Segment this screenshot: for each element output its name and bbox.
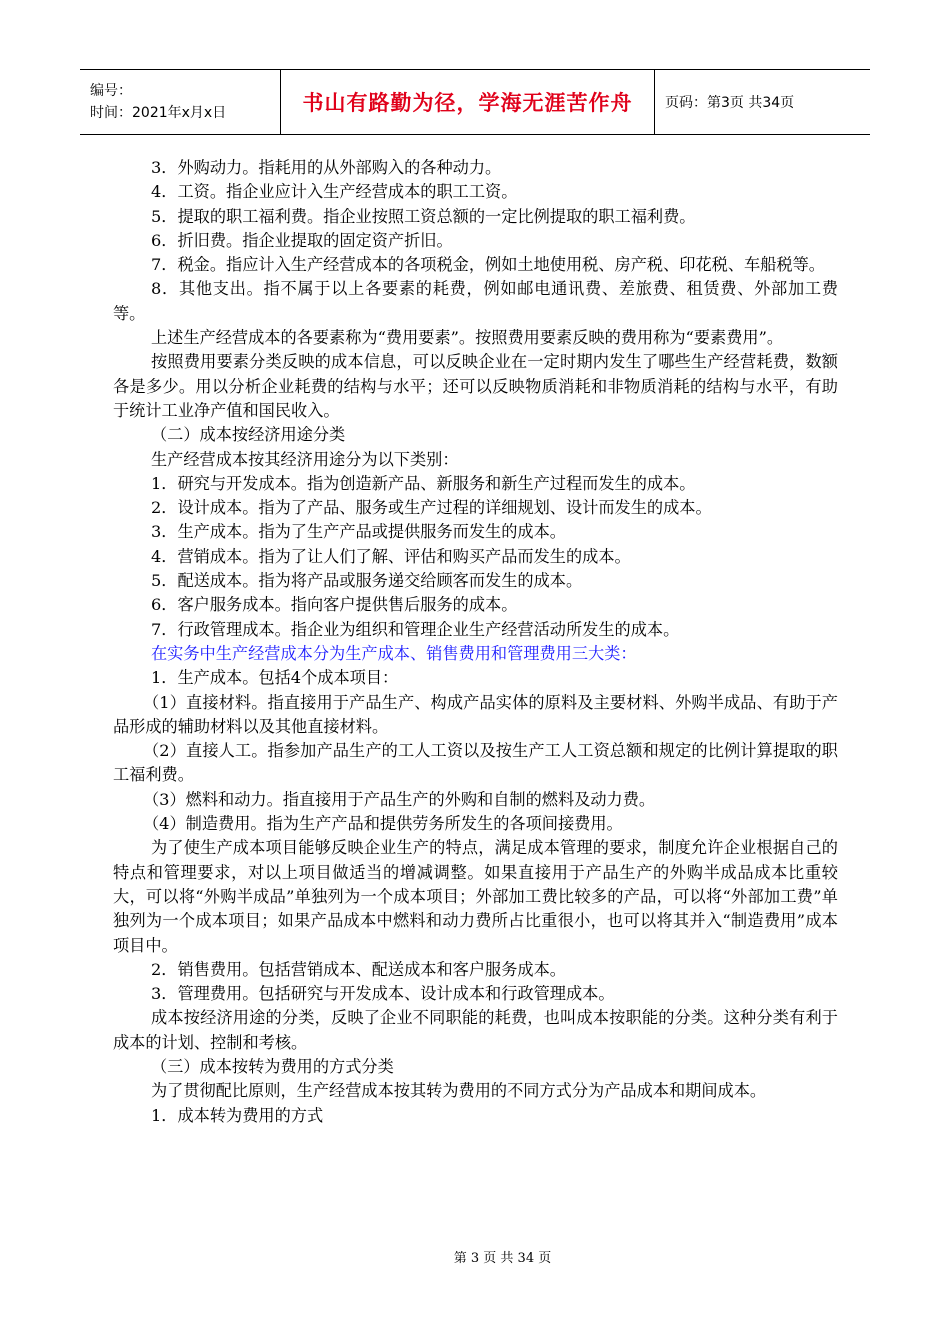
- doc-code-label: 编号：: [90, 83, 132, 99]
- paragraph: 3．生产成本。指为了生产产品或提供服务而发生的成本。: [151, 522, 566, 542]
- paragraph: 5．配送成本。指为将产品或服务递交给顾客而发生的成本。: [151, 571, 583, 591]
- doc-time-label: 时间：2021年x月x日: [90, 105, 227, 121]
- paragraph: 7．行政管理成本。指企业为组织和管理企业生产经营活动所发生的成本。: [151, 619, 680, 639]
- page-footer: 第 3 页 共 34 页: [453, 1251, 552, 1266]
- paragraph: 上述生产经营成本的各要素称为“费用要素”。按照费用要素反映的费用称为“要素费用”。: [151, 328, 784, 348]
- paragraph: 为了使生产成本项目能够反映企业生产的特点，满足成本管理的要求，制度允许企业根据自己的特点和管理要求，对以上项目做适当的增减调整。如果直接用于产品生产的外购半成品成本比重较大，可以将“外购半成品”单独列为一个成本项目；外部加工费比较多的产品，可以将“外部加工费”单独列为一个成本项目；如果产品成本中燃料和动力费所占比重很小，也可以将其并入“制造费用”成本项目中。: [113, 838, 838, 955]
- paragraph: （3）燃料和动力。指直接用于产品生产的外购和自制的燃料及动力费。: [143, 789, 656, 809]
- paragraph: 7．税金。指应计入生产经营成本的各项税金，例如土地使用税、房产税、印花税、车船税等。: [151, 255, 825, 275]
- paragraph: 2．设计成本。指为了产品、服务或生产过程的详细规划、设计而发生的成本。: [151, 498, 712, 518]
- paragraph: 6．折旧费。指企业提取的固定资产折旧。: [151, 230, 453, 250]
- document-body: [113, 156, 838, 1128]
- header-motto: [281, 70, 655, 134]
- paragraph: （4）制造费用。指为生产产品和提供劳务所发生的各项间接费用。: [143, 814, 623, 834]
- paragraph: 1．研究与开发成本。指为创造新产品、新服务和新生产过程而发生的成本。: [151, 473, 696, 493]
- paragraph: 3．外购动力。指耗用的从外部购入的各种动力。: [151, 158, 502, 177]
- motto-text: 书山有路勤为径，学海无涯苦作舟: [302, 91, 633, 115]
- header-page-info: [655, 70, 870, 134]
- paragraph: 按照费用要素分类反映的成本信息，可以反映企业在一定时期内发生了哪些生产经营耗费，数额各是多少。用以分析企业耗费的结构与水平；还可以反映物质消耗和非物质消耗的结构与水平，有助于统计工业净产值和国民收入。: [113, 352, 838, 420]
- page-number-label: 页码：第3页 共34页: [665, 95, 795, 111]
- paragraph: 1．生产成本。包括4个成本项目：: [151, 668, 399, 688]
- highlighted-paragraph: 在实务中生产经营成本分为生产成本、销售费用和管理费用三大类：: [151, 643, 637, 663]
- paragraph: 3．管理费用。包括研究与开发成本、设计成本和行政管理成本。: [151, 984, 615, 1004]
- paragraph: （1）直接材料。指直接用于产品生产、构成产品实体的原料及主要材料、外购半成品、有助于产品形成的辅助材料以及其他直接材料。: [113, 692, 838, 736]
- paragraph: 4．营销成本。指为了让人们了解、评估和购买产品而发生的成本。: [151, 546, 631, 566]
- paragraph: 5．提取的职工福利费。指企业按照工资总额的一定比例提取的职工福利费。: [151, 206, 696, 226]
- section-heading: （三）成本按转为费用的方式分类: [151, 1056, 394, 1076]
- paragraph: 4．工资。指企业应计入生产经营成本的职工工资。: [151, 182, 518, 202]
- paragraph: 2．销售费用。包括营销成本、配送成本和客户服务成本。: [151, 959, 566, 979]
- paragraph: 成本按经济用途的分类，反映了企业不同职能的耗费，也叫成本按职能的分类。这种分类有利于成本的计划、控制和考核。: [113, 1008, 838, 1052]
- page-header: [80, 69, 870, 135]
- paragraph: 1．成本转为费用的方式: [151, 1105, 324, 1125]
- paragraph: 为了贯彻配比原则，生产经营成本按其转为费用的不同方式分为产品成本和期间成本。: [151, 1081, 767, 1101]
- paragraph: （2）直接人工。指参加产品生产的工人工资以及按生产工人工资总额和规定的比例计算提取的职工福利费。: [113, 741, 838, 785]
- header-meta: [80, 70, 281, 134]
- paragraph: 8．其他支出。指不属于以上各要素的耗费，例如邮电通讯费、差旅费、租赁费、外部加工费等。: [113, 279, 838, 323]
- paragraph: 6．客户服务成本。指向客户提供售后服务的成本。: [151, 595, 518, 615]
- paragraph: 生产经营成本按其经济用途分为以下类别：: [151, 449, 459, 469]
- section-heading: （二）成本按经济用途分类: [151, 425, 346, 445]
